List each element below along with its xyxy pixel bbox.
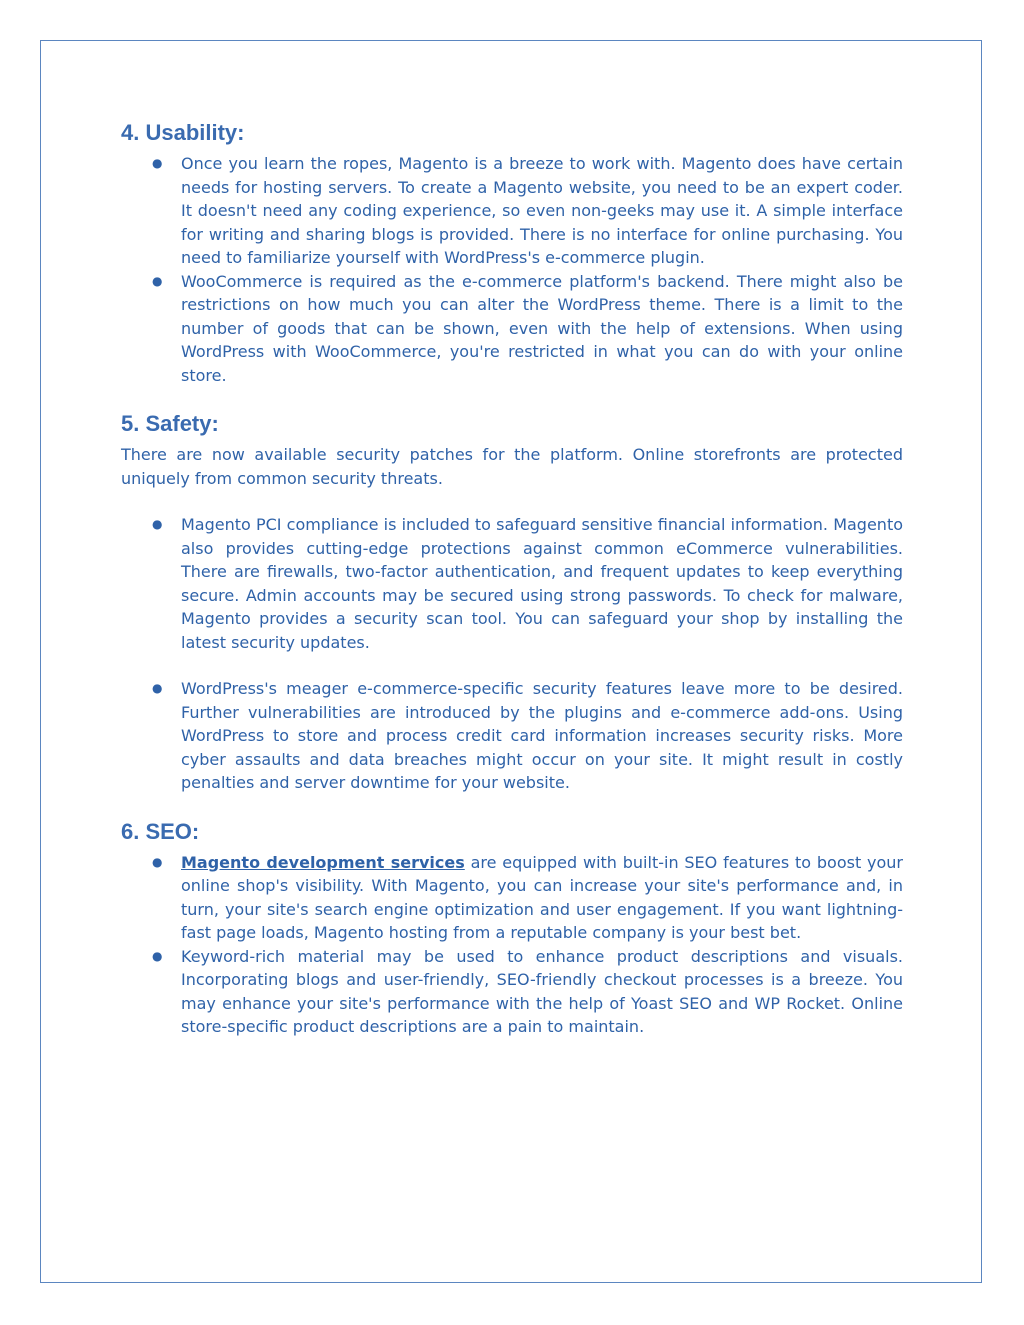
section-seo [121, 817, 903, 1039]
section-heading: 4. Usability: [121, 120, 245, 145]
section-safety [121, 409, 903, 795]
list-item-text: Keyword-rich material may be used to enhance product descriptions and visuals. Incorporating blogs and user-friendly, SEO-friendly checkout processes is a breeze. You may enhance your site's performance with the help of Yoast SEO and WP Rocket. Online store-specific product descriptions are a pain to maintain. [181, 946, 903, 1036]
list-item [121, 945, 903, 1039]
document-body [121, 118, 903, 1061]
bullet-icon: ● [152, 273, 163, 288]
section-heading: 6. SEO: [121, 818, 200, 844]
magento-development-services-link[interactable]: Magento development services [181, 852, 465, 872]
list-item-text: WooCommerce is required as the e-commerce platform's backend. There might also be restrictions on how much you can alter the WordPress theme. There is a limit to the number of goods that can be shown, even with the help of extensions. When using WordPress with WooCommerce, you're restricted in what you can do with your online store. [181, 271, 903, 385]
list-item [121, 677, 903, 795]
bullet-list [121, 677, 903, 795]
bullet-icon: ● [152, 156, 163, 170]
bullet-list [121, 851, 903, 1039]
list-item-text: Once you learn the ropes, Magento is a breeze to work with. Magento does have certain needs for hosting servers. To create a Magento website, you need to be an expert coder. It doesn't need any coding experience, so even non-geeks may use it. A simple interface for writing and sharing blogs is provided. There is no interface for online purchasing. You need to familiarize yourself with WordPress's e-commerce plugin. [181, 154, 903, 267]
section-intro: There are now available security patches for the platform. Online storefronts are protected uniquely from common security threats. [121, 445, 903, 488]
list-item [121, 270, 903, 388]
list-item-text: are equipped with built-in SEO features to boost your online shop's visibility. With Magento, you can increase your site's performance and, in turn, your site's search engine optimization and user engagement. If you want lightning-fast page loads, Magento hosting from a reputable company is your best bet. [181, 852, 904, 942]
bullet-icon: ● [152, 517, 163, 531]
bullet-icon: ● [152, 854, 163, 869]
list-item [121, 152, 903, 270]
bullet-icon: ● [152, 948, 163, 963]
bullet-list [121, 152, 903, 387]
list-item-text: Magento PCI compliance is included to safeguard sensitive financial information. Magento also provides cutting-edge protections against common eCommerce vulnerabilities. There are firewalls, two-factor authentication, and frequent updates to keep everything secure. Admin accounts may be secured using strong passwords. To check for malware, Magento provides a security scan tool. You can safeguard your shop by installing the latest security updates. [181, 515, 903, 652]
bullet-icon: ● [152, 681, 163, 695]
bullet-list [121, 513, 903, 654]
section-usability [121, 118, 903, 387]
section-heading: 5. Safety: [121, 411, 219, 436]
list-item [121, 513, 903, 654]
list-item [121, 851, 903, 945]
list-item-text: WordPress's meager e-commerce-specific security features leave more to be desired. Further vulnerabilities are introduced by the plugins and e-commerce add-ons. Using WordPress to store and process credit card information increases security risks. More cyber assaults and data breaches might occur on your site. It might result in costly penalties and server downtime for your website. [181, 679, 903, 792]
